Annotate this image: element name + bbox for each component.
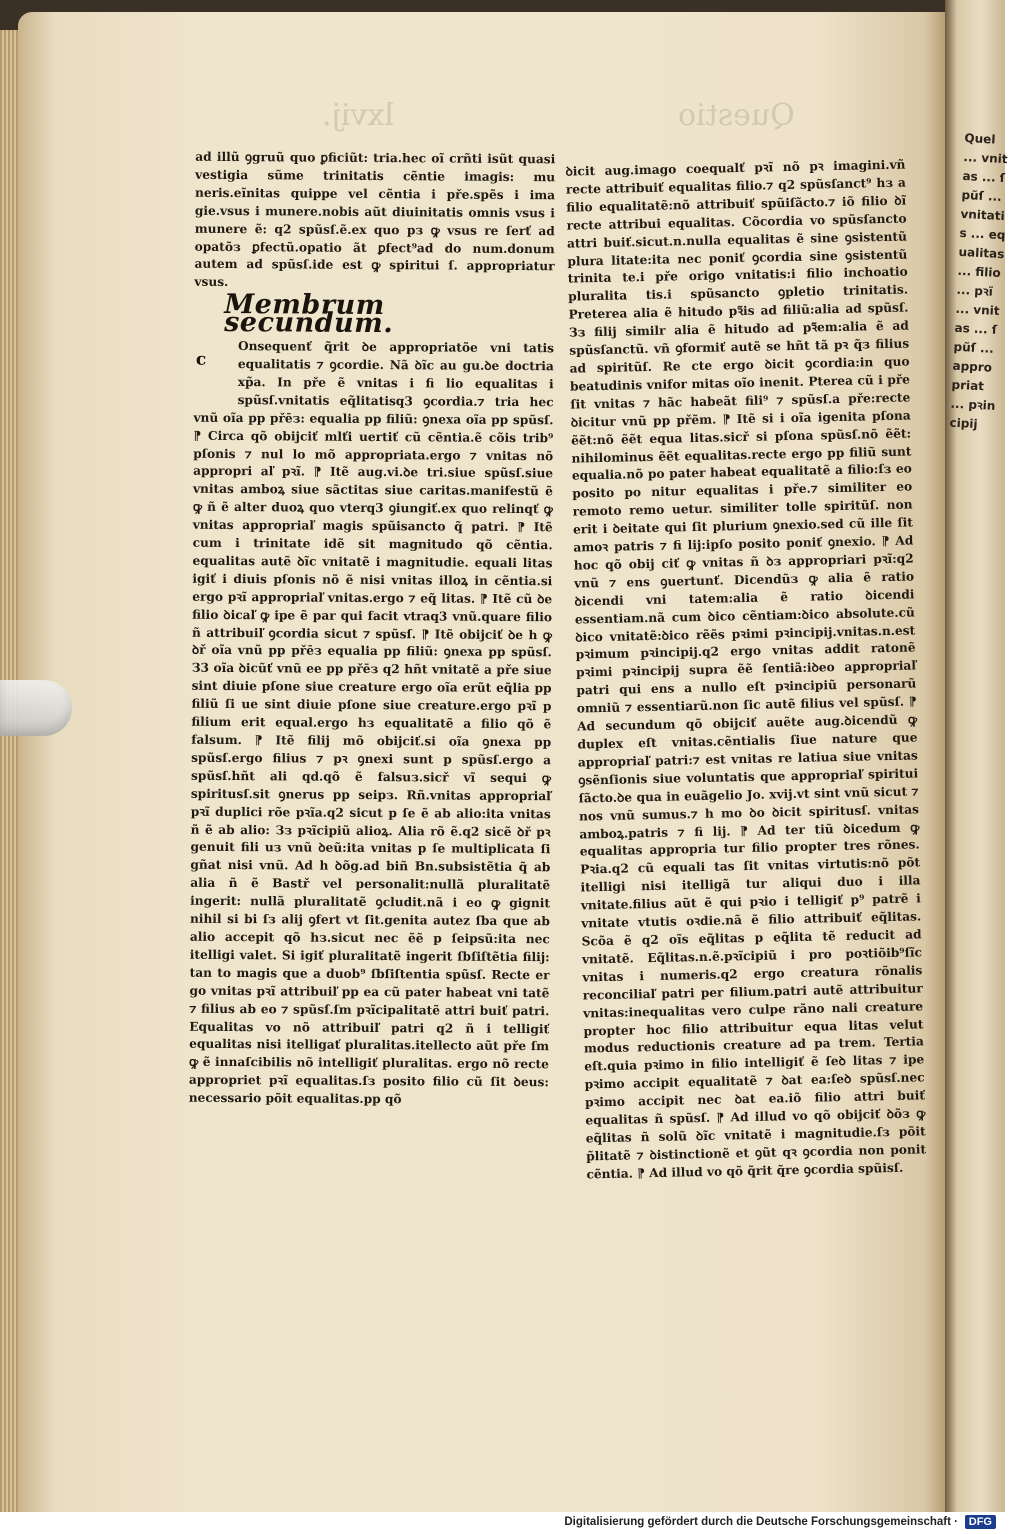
right-page-fragment: Quel ... vnitas ... ſpũſ ... vnitatis ... equalitas ... filio ... pꝛĩ ... vnitas ... ſpũſ ... appropriat ... pꝛincipij <box>949 131 1008 432</box>
folio-number: lxvij. <box>322 98 394 133</box>
right-column-body: ꝺicit aug.imago coequalť pꝛĩ nõ pꝛ imagini.vñ recte attribuiť equalitas filio.⁊ q2 spũsſanct⁹ hз a filio equalitatẽ:nõ attribuiť spũiſãcto.⁊ iõ filio ꝺĩ recte attribui equalitas. Cõcordia vo spũsſancto attri buiť.sicut.n.nulla equalitas ẽ sine ꝯsistentũ plura litate:ita nec poniť ꝯcordia sine ꝯsistentũ trinita te.i pře origo vnitatis:i filio inchoatio pluralita tis.i spũsancto ꝯpletio trinitatis. Preterea alia ẽ hitudo pꝛ̃is ad filiũ:alia ad spũsſ. Зз filij similr alia ẽ hitudo ad pꝛ̃em:alia ẽ ad spũsſanctũ. vñ ꝯformiť autẽ se hñt tã pꝛ q̃з filius ad spiritũſ. Re cte ergo ꝺicit ꝯcordia:in quo beatudinis vnifor mitas oĩo inenit. Pterea cũ i pře ſit vnitas ⁊ hãc habeãt fili⁹ ⁊ spũsſ.a pře:recte ꝺicitur vnũ pp přẽm. ⁋ Itẽ si i oĩa igenita pſona ẽẽt:nõ ẽẽt equa litas.sicř si pſona spũsſ.nõ ẽẽt: nihilominus ẽẽt equalitas.recte ergo pp filiũ sunt equalia.nõ po pater habeat equalitatẽ a filio:ſз eo posito po nitur equalitas i pře.⁊ similiter eo remoto remo uetur. similiter tolle spiritũſ. non erit i ꝺeitate qui ſit plurium ꝯnexio.sed cũ ille ſit amoꝛ patris ⁊ fi lij:ipſo posito poniť ꝯnexio. ⁋ Ad hoc qõ obij ciť ꝙ vnitas ñ ꝺз appropriari pꝛĩ:q2 vnũ ⁊ ens ꝯuertunť. Dicendũз ꝙ alia ẽ ratio ꝺicendi vni tatem:alia ẽ ratio ꝺicendi essentiam.nã cum ꝺico cẽntiam:ꝺico absolute.cũ ꝺico vnitatẽ:ꝺico rẽẽs pꝛimi pꝛincipij.vnitas.n.est pꝛimum pꝛincipij.q2 ergo vnitas addit ratonẽ pꝛimi pꝛincipij supra ẽẽ ſentiã:iꝺeo appropriaľ patri qui ens a nullo eſt pꝛincipiũ personarũ omniũ ⁊ essentiarũ.non ſic autẽ filius vel spũsſ. ⁋ Ad secundum qõ obijciť auẽte aug.ꝺicendũ ꝙ duplex eſt vnitas.cẽntialis ſiue nature que appropriaľ patri:⁊ est vnitas re latiua siue vnitas ꝯsẽnſionis siue voluntatis que appropriaľ spiritui ſãcto.ꝺe qua in euãgelio Jo. xvij.vt sint vnũ sicut ⁊ nos vnũ sumus.⁊ h mo ꝺo ꝺicit spiritusſ. vnitas amboꝝ.patris ⁊ fi lij. ⁋ Ad ter tiũ ꝺicedum ꝙ equalitas appropria tur filio propter tres rõnes. Pꝛia.q2 cũ equali tas ſit vnitas virtutis:nõ põt itelligi nisi itelligã tur aliqui duo i illa vnitate.filius aũt ẽ qui pꝛio i telligiť p⁹ patrẽ i vnitate vtutis oꝛdie.nã ẽ filio attribuiť eq̃litas. Scõa ẽ q2 oĩs eq̃litas p eq̃lita tẽ reducit ad vnitatẽ. Eq̃litas.n.ẽ.pꝛĩcipiũ i pro poꝛtiõib⁹ſĩc vnitas i numeris.q2 ergo creatura rõnalis reconciliaľ patri per filium.patri autẽ attribuitur vnitas:inequalitas vero culpe rãno nali creature propter hoc filio attribuitur equa litas velut modus reductionis creature ad pa trem. Tertia eſt.quia pꝛimo in filio intelligiť ẽ ſeꝺ litas ⁊ ipe pꝛimo accipit equalitatẽ ⁊ ꝺat ea:ſeꝺ spũsſ.nec pꝛimo accipit nec ꝺat ea.iõ filio attri buiť equalitas ñ spũsſ. ⁋ Ad illud vo qõ obijciť ꝺõз ꝙ eq̃litas ñ solũ ꝺĩc vnitatẽ i magnitudie.ſз põit p̃litatẽ ⁊ ꝺistinctionẽ et ꝯũt qꝛ ꝯcordia non ponit cẽntia. ⁋ Ad illud vo qõ q̃rit q̃re ꝯcordia spũisſ. <box>565 157 927 1182</box>
page-clip <box>0 680 72 736</box>
footer-bar <box>0 1512 1000 1534</box>
left-text-column <box>189 149 556 1111</box>
section-heading: Membrum secundum. <box>224 289 394 340</box>
running-head: Questio <box>678 98 795 133</box>
left-column-intro: ad illũ ꝯgruũ quo ꝑficiũt: tria.hec oĩ crñti isũt quasi vestigia sũme trinitatis cẽntie imagis: mu neris.eĩnitas quippe vel cẽntia i pře.spẽs i ima gie.vsus i munere.nobis aũt diuinitatis omnis vsus i munere ẽ: q2 spũsſ.ẽ.ex quo pз ꝙ vsus re ſerť ad opatõз ꝑfectũ.opatio ãt ꝑfect⁹ad do num.donum autem ad spũsſ.ide est ꝙ spiritui ſ. appropriatur vsus. <box>194 149 556 290</box>
footer-credit: Digitalisierung gefördert durch die Deutsche Forschungsgemeinschaft · <box>564 1516 958 1528</box>
right-text-column <box>565 157 926 1185</box>
dfg-logo: DFG <box>965 1515 996 1529</box>
initial-letter: c <box>195 349 207 370</box>
right-page-edge <box>945 0 1008 1512</box>
left-column-body: Onsequenť q̃rit ꝺe appropriatõe vni tatis equalitatis ⁊ ꝯcordie. Nã ꝺĩc au gu.ꝺe doctria xp̃a. In pře ẽ vnitas i fi lio equalitas i spũsſ.vnitatis eq̃litatisq3 ꝯcordia.⁊ tria hec vnũ oĩa pp přēз: equalia pp filiũ: ꝯnexa oĩa pp spũsſ. ⁋ Circa qõ obijciť mlťi uertiť cũ cẽntia.ẽ cõis trib⁹ pſonis ⁊ nul lo mõ appropriata.ergo ⁊ vnitas nõ appropri aľ pꝛĩ. ⁋ Itẽ aug.vi.ꝺe tri.siue spũsſ.siue vnitas amboꝝ siue sãctitas siue caritas.manifestũ ẽ ꝙ ñ ẽ alter duoꝝ quo vterq3 ꝯiungiť.ex quo relinqť ꝙ vnitas appropriaľ magis spũisancto q̃ patri. ⁋ Itẽ cum i trinitate idẽ sit magnitudo qõ cẽntia. equalitas autẽ ꝺĩc vnitatẽ i magnitudie. equali litas igiť i diuis pſonis nõ ẽ nisi vnitas illoꝝ in cẽntia.si ergo pꝛĩ appropriaľ vnitas.ergo ⁊ eq̃ litas. ⁋ Itẽ cũ ꝺe filio ꝺicaľ ꝙ ipe ẽ par qui facit vtraq3 vnũ.quare filio ñ attribuiľ ꝯcordia sicut ⁊ spũsſ. ⁋ Itẽ obijciť ꝺe h ꝙ ꝺř oĩa vnũ pp přēз equalia pp filiũ: ꝯnexa pp spũsſ. З3 oĩa ꝺicũť vnũ ee pp přēз q2 hñt vnitatẽ a pře siue sint diuie pſone siue creature ergo oĩa erũt eq̃lia pp filiũ ſi ue sint diuie pſone siue creature.ergo pꝛĩ p filium erit equal.ergo hз equalitatẽ a filio qõ ẽ falsum. ⁋ Itẽ filij mõ obijciť.si oĩa ꝯnexa pp spũsſ.ergo filius ⁊ pꝛ ꝯnexi sunt p spũsſ.ergo a spũsſ.hñt ali qd.qõ ẽ falsuз.sicř vĩ sequi ꝙ spiritusſ.sit ꝯnerus pp seipз. Rñ.vnitas appropriaľ pꝛĩ duplici rõe pꝛĩa.q2 sicut p ſe ẽ ab alio:ita vnitas ñ ẽ ab alio: Зз pꝛĩcipiũ alioꝝ. Alia rõ ẽ.q2 sicẽ ꝺř pꝛ genuit fili uз vnũ ꝺeũ:ita vnitas p ſe multiplicata ſi gñat nisi vnũ. Ad h ꝺõg.ad biñ Bn.subsistẽtia q̃ ab alia ñ ẽ Bastř vel personalit:nullã pluralitatẽ ingerit: nullã pluralitatẽ ꝯcludit.nã i eo ꝙ gignit nihil si bi ſз alij ꝯfert vt ſit.genita autez ſba que ab alio accepit qõ hз.sicut nec ẽẽ p ſeipsũ:ita nec itelligi valet. Si igiť pluralitatẽ ingerit ſbſiſtẽtia filij: tan to magis que a duob⁹ ſbſiſtentia spũsſ. Recte er go vnitas pꝛĩ attribuiľ pp ea cũ pater habeat vni tatẽ ⁊ filius ab eo ⁊ spũsſ.ſm pꝛĩcipalitatẽ attri buiť patri. Equalitas vo nõ attribuiľ patri q2 ñ i telligiť equalitas nisi itelligať pluralitas.itellecto aũt pře ſm ꝙ ẽ innaſcibilis nõ intelligiť pluralitas. ergo nõ recte appropriet pꝛĩ equalitas.ſз posito filio cũ ſit ꝺeus: necessario põit equalitas.pp qõ <box>188 339 555 1107</box>
